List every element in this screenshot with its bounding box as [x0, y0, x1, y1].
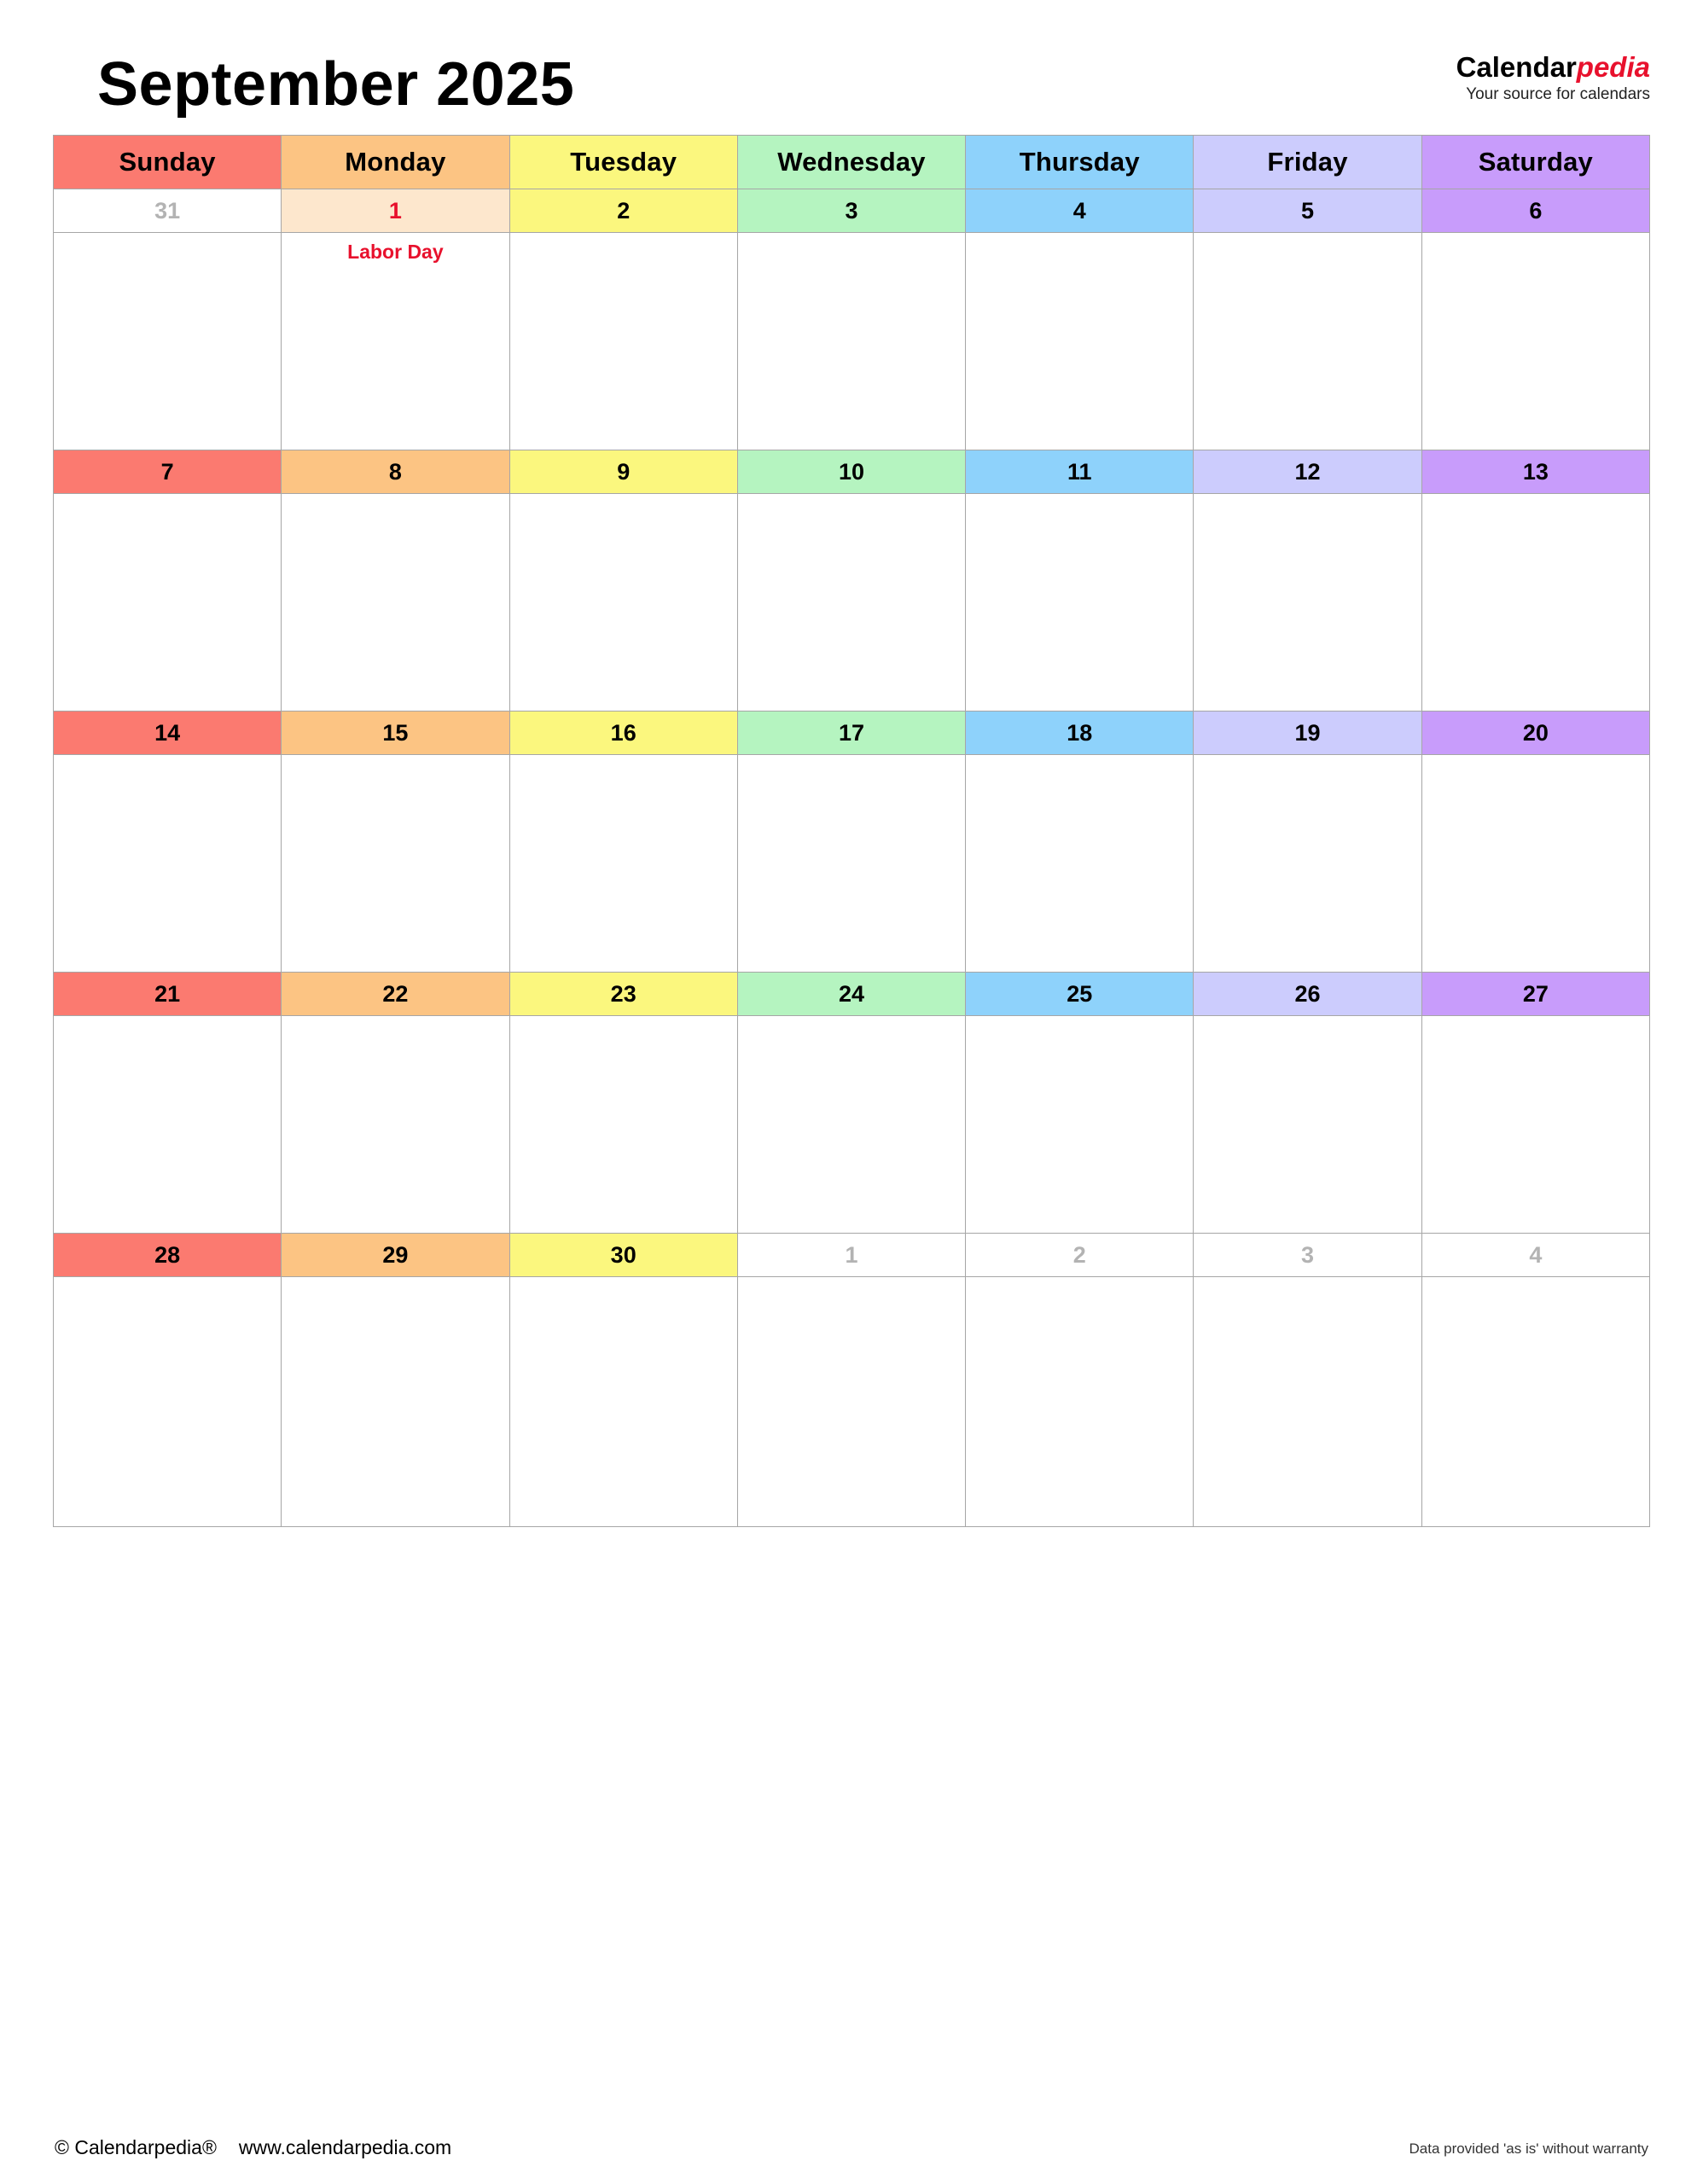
- week-notes-row: [54, 1277, 1650, 1527]
- brand-logo: [1456, 51, 1650, 104]
- day-number-cell[interactable]: 7: [54, 450, 282, 494]
- day-number-cell[interactable]: 25: [966, 973, 1194, 1016]
- day-note-cell[interactable]: [54, 1277, 282, 1527]
- day-number-cell[interactable]: 9: [509, 450, 737, 494]
- day-number-cell[interactable]: 15: [282, 712, 509, 755]
- page-title: September 2025: [97, 50, 575, 119]
- day-number-cell[interactable]: 28: [54, 1234, 282, 1277]
- day-number-cell[interactable]: 20: [1421, 712, 1649, 755]
- day-note-cell[interactable]: [1421, 755, 1649, 973]
- day-number-cell[interactable]: 30: [509, 1234, 737, 1277]
- day-note-cell[interactable]: [966, 494, 1194, 712]
- day-number-cell[interactable]: 4: [966, 189, 1194, 233]
- week-number-row: [54, 1234, 1650, 1277]
- day-note-cell[interactable]: [737, 1277, 965, 1527]
- day-number-cell[interactable]: 23: [509, 973, 737, 1016]
- day-number-cell[interactable]: 27: [1421, 973, 1649, 1016]
- day-note-cell[interactable]: [1194, 494, 1421, 712]
- day-number-cell[interactable]: 4: [1421, 1234, 1649, 1277]
- day-number-cell[interactable]: 6: [1421, 189, 1649, 233]
- day-note-cell[interactable]: [282, 1277, 509, 1527]
- day-note-text: Labor Day: [347, 241, 444, 263]
- brand-name-second: pedia: [1576, 51, 1650, 83]
- day-note-cell[interactable]: [282, 755, 509, 973]
- day-number-cell[interactable]: 14: [54, 712, 282, 755]
- disclaimer-text: Data provided 'as is' without warranty: [1409, 2140, 1648, 2157]
- weekday-header-row: [54, 136, 1650, 189]
- day-number-cell[interactable]: 8: [282, 450, 509, 494]
- calendar-grid: [53, 135, 1650, 1527]
- website-link[interactable]: www.calendarpedia.com: [238, 2136, 452, 2158]
- week-notes-row: [54, 233, 1650, 450]
- weekday-header-saturday: Saturday: [1421, 136, 1649, 189]
- footer-left: [55, 2136, 451, 2159]
- day-number-cell[interactable]: 24: [737, 973, 965, 1016]
- day-number-cell[interactable]: 18: [966, 712, 1194, 755]
- day-number-cell[interactable]: 17: [737, 712, 965, 755]
- day-note-cell[interactable]: [1421, 1277, 1649, 1527]
- week-notes-row: [54, 1016, 1650, 1234]
- day-number-cell[interactable]: 3: [1194, 1234, 1421, 1277]
- day-number-cell[interactable]: 3: [737, 189, 965, 233]
- week-number-row: [54, 973, 1650, 1016]
- day-number-cell[interactable]: 2: [509, 189, 737, 233]
- day-number-cell[interactable]: 29: [282, 1234, 509, 1277]
- brand-tagline: Your source for calendars: [1466, 84, 1650, 103]
- day-number-cell[interactable]: 31: [54, 189, 282, 233]
- day-note-cell[interactable]: [282, 494, 509, 712]
- weekday-header-tuesday: Tuesday: [509, 136, 737, 189]
- day-note-cell[interactable]: [1421, 233, 1649, 450]
- calendar-body: [54, 189, 1650, 1527]
- day-note-cell[interactable]: [1194, 755, 1421, 973]
- day-number-cell[interactable]: 2: [966, 1234, 1194, 1277]
- day-number-cell[interactable]: 13: [1421, 450, 1649, 494]
- week-notes-row: [54, 755, 1650, 973]
- day-number-cell[interactable]: 22: [282, 973, 509, 1016]
- page-header: [53, 34, 1650, 130]
- day-note-cell[interactable]: [509, 494, 737, 712]
- day-number-cell[interactable]: 16: [509, 712, 737, 755]
- weekday-header-thursday: Thursday: [966, 136, 1194, 189]
- weekday-header-wednesday: Wednesday: [737, 136, 965, 189]
- day-number-cell[interactable]: 1: [282, 189, 509, 233]
- day-note-cell[interactable]: [1194, 233, 1421, 450]
- day-number-cell[interactable]: 11: [966, 450, 1194, 494]
- week-notes-row: [54, 494, 1650, 712]
- weekday-header-sunday: Sunday: [54, 136, 282, 189]
- day-number-cell[interactable]: 1: [737, 1234, 965, 1277]
- week-number-row: [54, 450, 1650, 494]
- day-note-cell[interactable]: [737, 233, 965, 450]
- day-note-cell[interactable]: [737, 1016, 965, 1234]
- day-note-cell[interactable]: [737, 494, 965, 712]
- weekday-header-friday: Friday: [1194, 136, 1421, 189]
- week-number-row: [54, 189, 1650, 233]
- day-note-cell[interactable]: [282, 1016, 509, 1234]
- day-note-cell[interactable]: [54, 233, 282, 450]
- day-note-cell[interactable]: [1194, 1277, 1421, 1527]
- day-note-cell[interactable]: [966, 1016, 1194, 1234]
- day-note-cell[interactable]: [966, 233, 1194, 450]
- day-note-cell[interactable]: [1421, 494, 1649, 712]
- day-note-cell[interactable]: [966, 755, 1194, 973]
- day-note-cell[interactable]: [737, 755, 965, 973]
- day-number-cell[interactable]: 12: [1194, 450, 1421, 494]
- day-note-cell[interactable]: [1421, 1016, 1649, 1234]
- day-number-cell[interactable]: 10: [737, 450, 965, 494]
- day-note-cell[interactable]: [509, 755, 737, 973]
- weekday-header-monday: Monday: [282, 136, 509, 189]
- day-number-cell[interactable]: 26: [1194, 973, 1421, 1016]
- day-note-cell[interactable]: [509, 1277, 737, 1527]
- week-number-row: [54, 712, 1650, 755]
- day-note-cell[interactable]: [1194, 1016, 1421, 1234]
- day-number-cell[interactable]: 19: [1194, 712, 1421, 755]
- day-number-cell[interactable]: 5: [1194, 189, 1421, 233]
- copyright-text: © Calendarpedia®: [55, 2136, 217, 2158]
- day-note-cell[interactable]: [282, 233, 509, 450]
- day-note-cell[interactable]: [509, 1016, 737, 1234]
- page-footer: [53, 2136, 1650, 2162]
- day-note-cell[interactable]: [509, 233, 737, 450]
- day-note-cell[interactable]: [54, 1016, 282, 1234]
- day-number-cell[interactable]: 21: [54, 973, 282, 1016]
- day-note-cell[interactable]: [54, 755, 282, 973]
- day-note-cell[interactable]: [54, 494, 282, 712]
- brand-name-first: Calendar: [1456, 51, 1577, 83]
- brand-name: [1456, 51, 1650, 84]
- day-note-cell[interactable]: [966, 1277, 1194, 1527]
